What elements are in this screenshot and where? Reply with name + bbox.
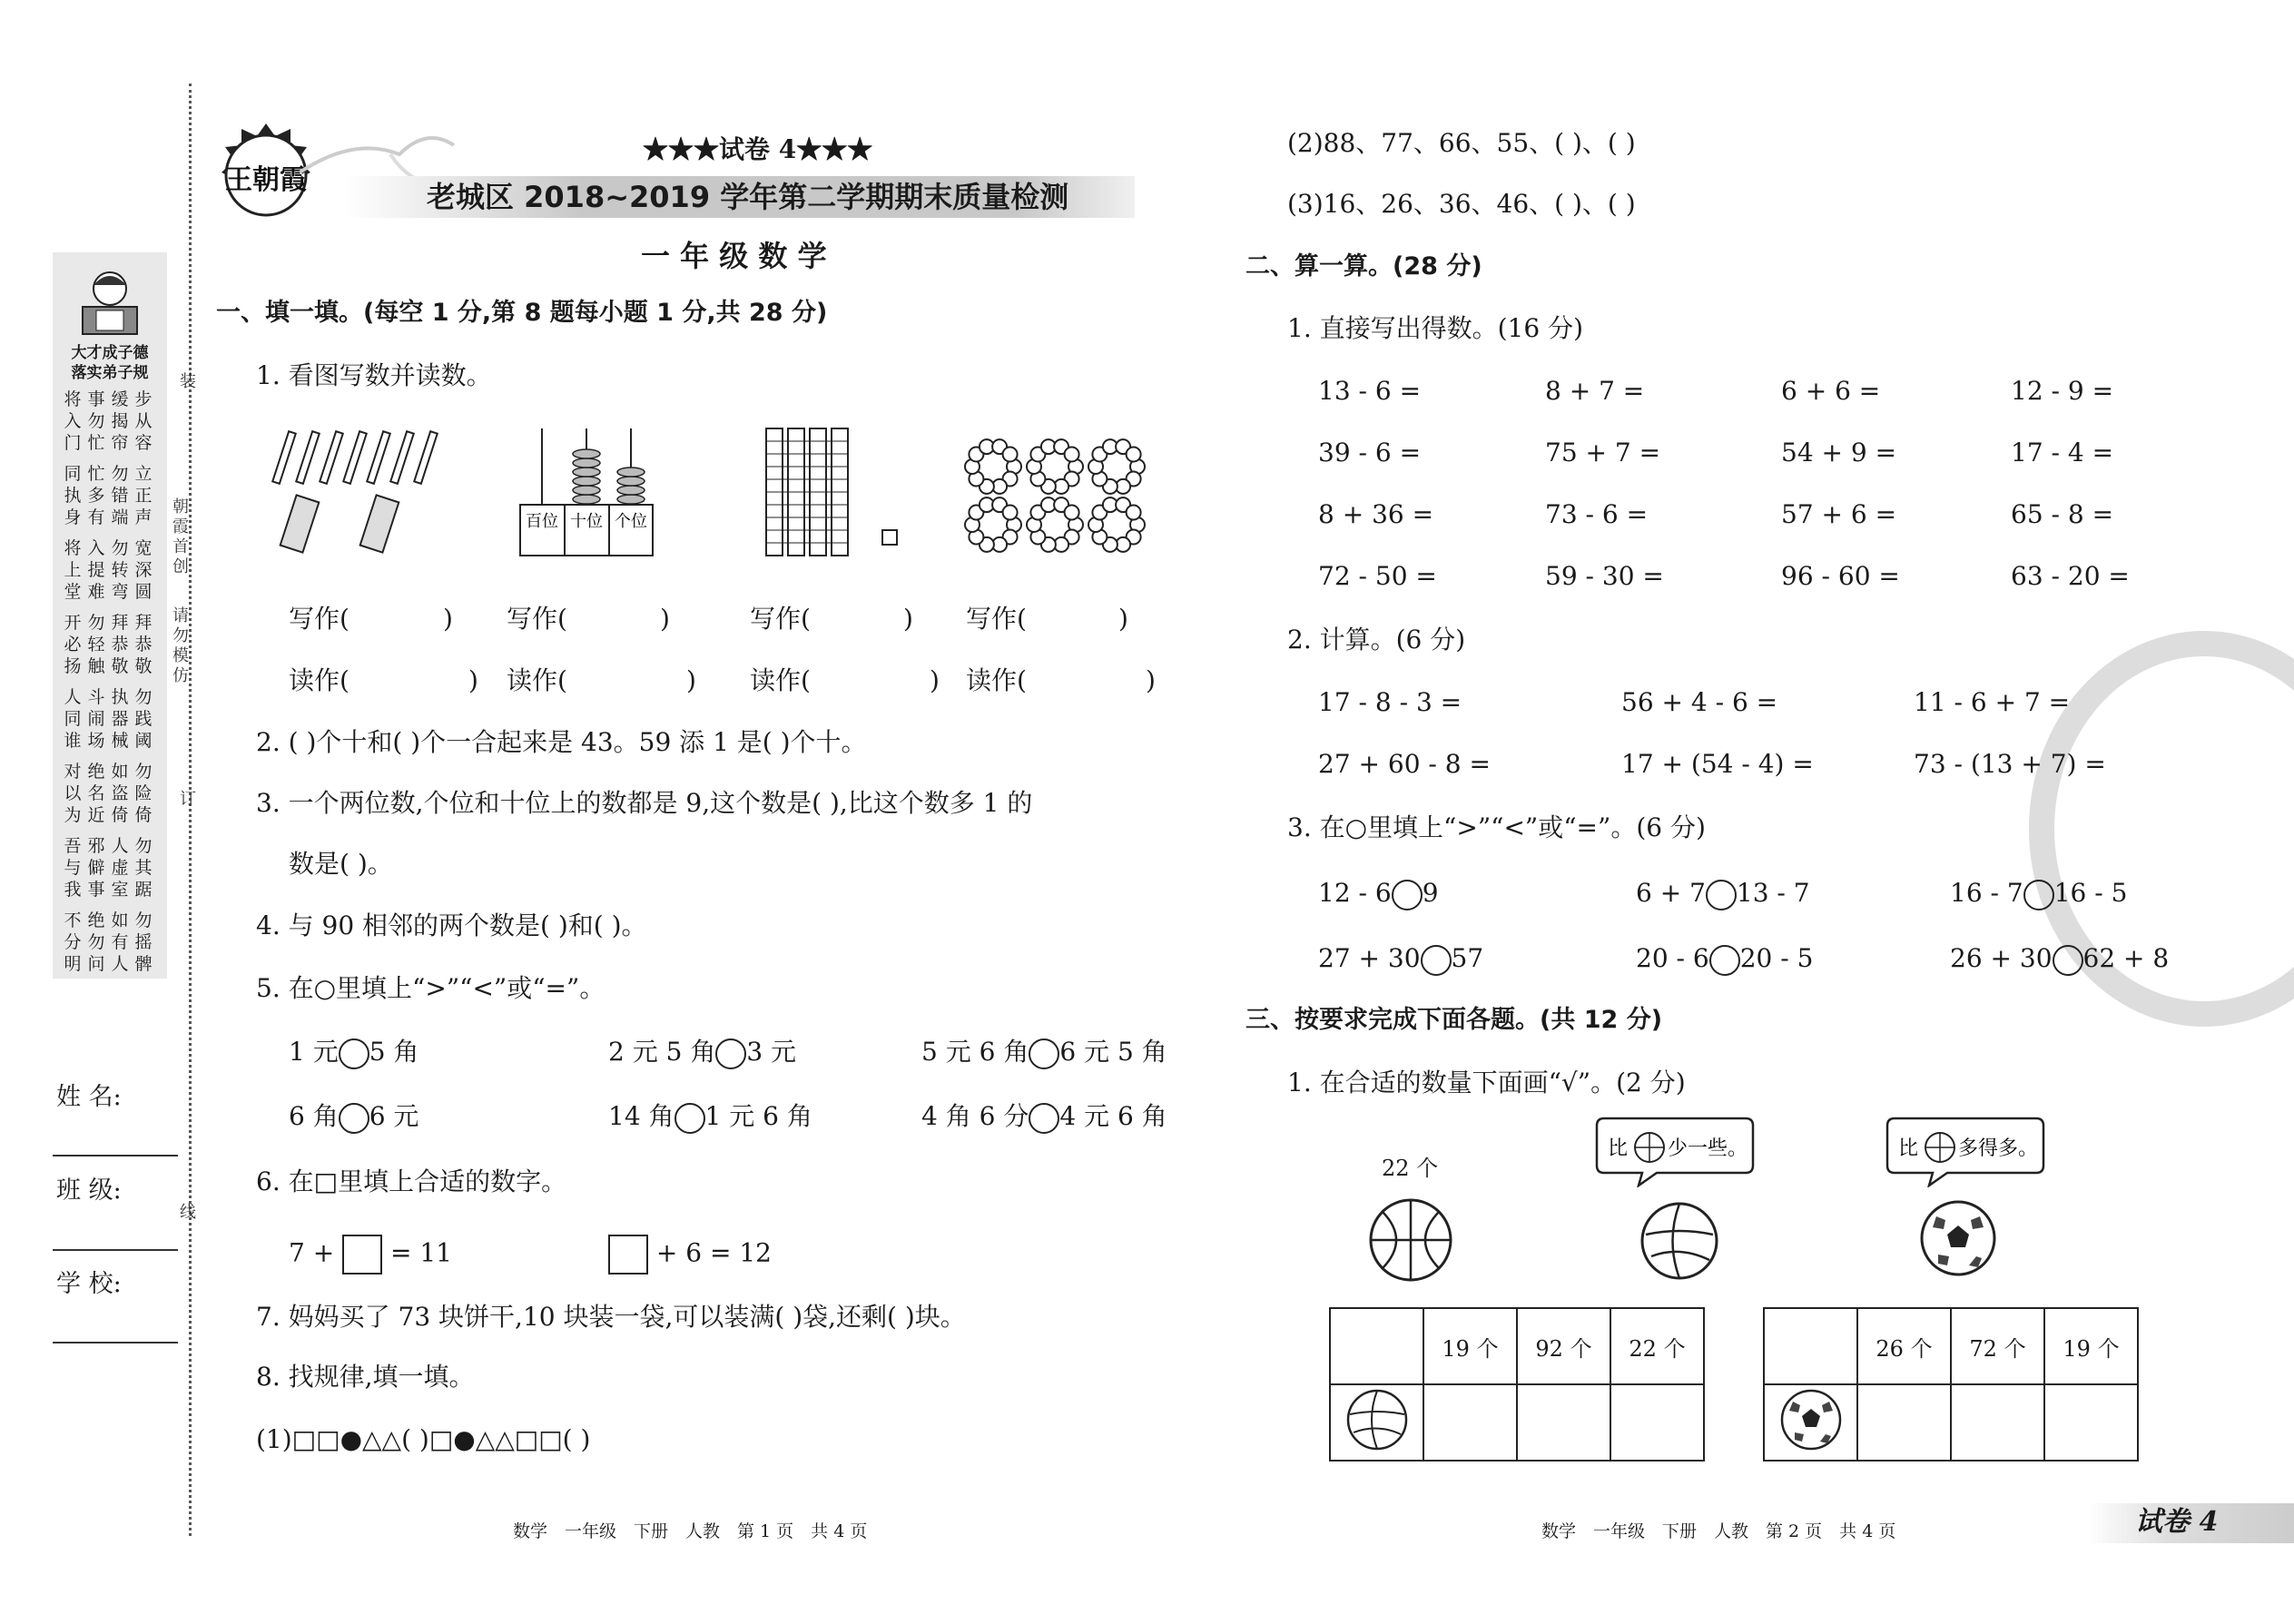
compare-item-3: 5 元 6 角 6 元 5 角 — [921, 1037, 1167, 1069]
ring-bead — [1003, 448, 1018, 462]
calc-item: 59 - 30 = — [1545, 561, 1664, 591]
table1-ball-cell — [1330, 1384, 1423, 1461]
s2-q1-prompt: 1. 直接写出得数。(16 分) — [1287, 313, 1583, 343]
table1-header: 19 个 — [1423, 1308, 1517, 1384]
q5-prompt: 5. 在○里填上“>”“<”或“=”。 — [256, 973, 605, 1003]
calc-item: 96 - 60 = — [1781, 561, 1900, 591]
table1-answer-cell[interactable] — [1517, 1384, 1610, 1461]
s2-compare-4: 27 + 30 57 — [1318, 943, 1483, 976]
write-label-3: 写作( — [750, 604, 811, 634]
footer-right: 数学 一年级 下册 人教 第 2 页 共 4 页 — [1541, 1521, 1896, 1541]
vertical-note-2: 请勿模仿 — [172, 606, 189, 685]
motto-column: 将上堂 — [64, 538, 82, 602]
read-label-2: 读作( — [507, 665, 567, 695]
q7-text: 7. 妈妈买了 73 块饼干,10 块装一袋,可以装满( )袋,还剩( )块。 — [256, 1302, 966, 1332]
motto-column: 人同谁 — [64, 687, 82, 751]
read-close-4: ) — [1146, 665, 1156, 695]
mixed-calc-item: 56 + 4 - 6 = — [1621, 687, 1778, 717]
scholar-illustration — [69, 260, 151, 341]
table2-header: 19 个 — [2044, 1308, 2138, 1384]
basketball-icon — [1367, 1196, 1454, 1284]
soccer-table — [1763, 1307, 2139, 1462]
ring-bead — [1065, 448, 1079, 462]
volleyball-table — [1329, 1307, 1705, 1462]
logo-text: 王朝霞 — [225, 164, 307, 196]
exam-title: 老城区 2018~2019 学年第二学期期末质量检测 — [427, 180, 1069, 214]
compare-circle-4[interactable] — [339, 1103, 369, 1134]
q2-text: 2. ( )个十和( )个一合起来是 43。59 添 1 是( )个十。 — [256, 727, 867, 757]
abacus-label-ones: 个位 — [615, 512, 647, 531]
calc-item: 73 - 6 = — [1545, 499, 1649, 529]
motto-column: 事勿忙 — [87, 389, 105, 453]
s2-compare-circle-1[interactable] — [1392, 880, 1423, 910]
compare-item-6: 4 角 6 分 4 元 6 角 — [921, 1101, 1167, 1134]
table1-header: 22 个 — [1610, 1308, 1704, 1384]
motto-column: 勿摇髀 — [134, 910, 153, 974]
motto-column: 缓揭帘 — [111, 389, 129, 453]
read-close-2: ) — [686, 665, 696, 695]
motto-column: 忙多有 — [87, 464, 105, 527]
motto-column: 人虚室 — [111, 836, 129, 900]
table2-ball-cell — [1764, 1384, 1857, 1461]
box-equation-1: 7 + = 11 — [289, 1235, 452, 1275]
svg-text:比: 比 — [1608, 1137, 1629, 1160]
s2-compare-circle-5[interactable] — [1709, 945, 1740, 976]
abacus-label-tens: 十位 — [570, 512, 603, 531]
volleyball-icon — [1344, 1387, 1410, 1452]
motto-column: 绝勿问 — [87, 910, 105, 974]
motto-top-2: 落实弟子规 — [71, 364, 149, 382]
calc-item: 75 + 7 = — [1545, 438, 1661, 468]
blocks-picture — [763, 425, 908, 561]
mixed-calc-item: 11 - 6 + 7 = — [1914, 687, 2071, 717]
calc-item: 8 + 36 = — [1318, 499, 1434, 529]
read-label-1: 读作( — [289, 665, 350, 695]
name-line[interactable] — [53, 1155, 178, 1156]
motto-column: 将入门 — [64, 389, 82, 453]
compare-item-2: 2 元 5 角 3 元 — [608, 1037, 796, 1069]
motto-top-1: 大才成子德 — [71, 344, 149, 362]
s2-compare-6: 26 + 30 62 + 8 — [1950, 943, 2169, 976]
s2-compare-5: 20 - 6 20 - 5 — [1636, 943, 1813, 976]
mixed-calc-item: 73 - (13 + 7) = — [1914, 749, 2106, 779]
motto-column: 执器械 — [111, 687, 129, 751]
abacus-picture — [513, 425, 658, 561]
motto-column: 步从容 — [134, 389, 153, 453]
s2-q3-prompt: 3. 在○里填上“>”“<”或“=”。(6 分) — [1287, 812, 1706, 842]
write-close-4: ) — [1118, 604, 1128, 634]
motto-column: 如有人 — [111, 910, 129, 974]
q8-2-text: (2)88、77、66、55、( )、( ) — [1287, 128, 1636, 158]
s2-compare-3: 16 - 7 16 - 5 — [1950, 878, 2127, 910]
write-close-3: ) — [903, 604, 913, 634]
footer-left: 数学 一年级 下册 人教 第 1 页 共 4 页 — [513, 1521, 868, 1541]
exam-badge: ★★★试卷 4★★★ — [643, 134, 873, 164]
s2-compare-2: 6 + 7 13 - 7 — [1636, 878, 1810, 910]
q8-3-text: (3)16、26、36、46、( )、( ) — [1287, 189, 1636, 219]
basketball-count: 22 个 — [1382, 1156, 1439, 1181]
compare-circle-6[interactable] — [1029, 1103, 1059, 1134]
circles-picture — [964, 438, 1155, 556]
write-label-1: 写作( — [289, 604, 350, 634]
motto-column: 拜恭敬 — [134, 613, 153, 676]
calc-item: 12 - 9 = — [2011, 376, 2114, 406]
read-label-4: 读作( — [966, 665, 1027, 695]
motto-column: 对以为 — [64, 762, 82, 825]
q6-prompt: 6. 在□里填上合适的数字。 — [256, 1166, 567, 1196]
answer-box-1[interactable] — [342, 1235, 382, 1275]
volleyball-icon — [1639, 1200, 1720, 1282]
motto-column: 斗闹场 — [87, 687, 105, 751]
motto-column: 同执身 — [64, 464, 82, 527]
motto-column: 勿践阈 — [134, 687, 153, 751]
read-label-3: 读作( — [750, 665, 811, 695]
calc-item: 17 - 4 = — [2011, 438, 2114, 468]
s2-compare-circle-3[interactable] — [2023, 880, 2054, 910]
binding-mark-3: 线 — [180, 1203, 196, 1222]
table2-corner — [1764, 1308, 1857, 1384]
s2-compare-circle-6[interactable] — [2053, 945, 2083, 976]
table2-answer-cell[interactable] — [1951, 1384, 2044, 1461]
s2-compare-circle-4[interactable] — [1421, 945, 1452, 976]
table1-answer-cell[interactable] — [1610, 1384, 1704, 1461]
q8-1-text: (1)□□●△△( )□●△△□□( ) — [256, 1424, 591, 1454]
write-close-2: ) — [660, 604, 670, 634]
table2-header: 26 个 — [1857, 1308, 1951, 1384]
q8-prompt: 8. 找规律,填一填。 — [256, 1362, 475, 1392]
section3-title: 三、按要求完成下面各题。(共 12 分) — [1245, 1006, 1663, 1034]
motto-column: 如盗倚 — [111, 762, 129, 825]
motto-column: 宽深圆 — [134, 538, 153, 602]
calc-item: 72 - 50 = — [1318, 561, 1437, 591]
read-close-1: ) — [468, 665, 478, 695]
class-line[interactable] — [53, 1249, 178, 1251]
compare-item-1: 1 元 5 角 — [289, 1037, 418, 1069]
school-label: 学 校: — [56, 1270, 122, 1298]
table1-header: 92 个 — [1517, 1308, 1610, 1384]
sticks-picture — [268, 427, 449, 558]
s2-q2-prompt: 2. 计算。(6 分) — [1287, 625, 1466, 655]
table1-answer-cell[interactable] — [1423, 1384, 1517, 1461]
mixed-calc-item: 27 + 60 - 8 = — [1318, 749, 1491, 779]
school-line[interactable] — [53, 1342, 178, 1343]
vertical-note-1: 朝霞首创 — [172, 497, 189, 576]
calc-item: 54 + 9 = — [1781, 438, 1897, 468]
s3-q1-prompt: 1. 在合适的数量下面画“√”。(2 分) — [1287, 1068, 1686, 1097]
binding-mark-1: 装 — [180, 372, 196, 391]
compare-item-4: 6 角 6 元 — [289, 1101, 418, 1134]
motto-column: 吾与我 — [64, 836, 82, 900]
calc-item: 6 + 6 = — [1781, 376, 1881, 406]
motto-column: 不分明 — [64, 910, 82, 974]
class-label: 班 级: — [56, 1176, 122, 1205]
footer-tag: 试卷 4 — [2135, 1506, 2219, 1538]
motto-column: 绝名近 — [87, 762, 105, 825]
motto-column: 开必扬 — [64, 613, 82, 676]
mixed-calc-item: 17 - 8 - 3 = — [1318, 687, 1462, 717]
q1-prompt: 1. 看图写数并读数。 — [256, 360, 492, 390]
ring-bead — [1065, 506, 1079, 520]
compare-circle-2[interactable] — [715, 1038, 746, 1069]
answer-box-2[interactable] — [608, 1235, 648, 1275]
motto-column: 拜恭敬 — [111, 613, 129, 676]
ring-bead — [1127, 448, 1141, 462]
soccer-ball-icon — [1778, 1387, 1844, 1452]
calc-item: 65 - 8 = — [2011, 499, 2114, 529]
calc-item: 39 - 6 = — [1318, 438, 1422, 468]
binding-mark-2: 订 — [180, 790, 196, 809]
write-label-4: 写作( — [966, 604, 1027, 634]
name-label: 姓 名: — [56, 1083, 122, 1111]
read-close-3: ) — [930, 665, 940, 695]
calc-item: 8 + 7 = — [1545, 376, 1645, 406]
calc-item: 63 - 20 = — [2011, 561, 2130, 591]
mixed-calc-item: 17 + (54 - 4) = — [1621, 749, 1814, 779]
s2-compare-1: 12 - 6 9 — [1318, 878, 1439, 910]
motto-panel — [53, 252, 167, 979]
svg-text:比: 比 — [1898, 1137, 1919, 1160]
motto-column: 勿险倚 — [134, 762, 153, 825]
speech-bubble-1 — [1593, 1115, 1757, 1187]
compare-circle-5[interactable] — [674, 1103, 705, 1134]
motto-column: 勿转弯 — [111, 538, 129, 602]
q3-text-b: 数是( )。 — [289, 849, 393, 879]
table2-answer-cell[interactable] — [2044, 1384, 2138, 1461]
compare-circle-3[interactable] — [1029, 1038, 1059, 1069]
table2-answer-cell[interactable] — [1857, 1384, 1951, 1461]
ring-bead — [1127, 506, 1141, 520]
motto-column: 立正声 — [134, 464, 153, 527]
motto-column: 邪僻事 — [87, 836, 105, 900]
calc-item: 57 + 6 = — [1781, 499, 1897, 529]
table1-corner — [1330, 1308, 1423, 1384]
q4-text: 4. 与 90 相邻的两个数是( )和( )。 — [256, 910, 647, 940]
motto-column: 勿错端 — [111, 464, 129, 527]
motto-column: 勿轻触 — [87, 613, 105, 676]
ring-bead — [1003, 506, 1018, 520]
table2-header: 72 个 — [1951, 1308, 2044, 1384]
motto-column: 入提难 — [87, 538, 105, 602]
abacus-label-hundreds: 百位 — [526, 512, 558, 531]
compare-item-5: 14 角 1 元 6 角 — [608, 1101, 812, 1134]
write-close-1: ) — [443, 604, 453, 634]
compare-circle-1[interactable] — [339, 1038, 369, 1069]
speech-bubble-2 — [1884, 1115, 2047, 1187]
svg-text:少一些。: 少一些。 — [1668, 1137, 1748, 1160]
svg-text:多得多。: 多得多。 — [1958, 1137, 2039, 1160]
section2-title: 二、算一算。(28 分) — [1245, 252, 1482, 281]
motto-column: 勿其踞 — [134, 836, 153, 900]
section1-title: 一、填一填。(每空 1 分,第 8 题每小题 1 分,共 28 分) — [216, 299, 828, 327]
soccer-ball-icon — [1918, 1198, 1998, 1278]
motto-grid — [64, 389, 163, 974]
subject-title: 一 年 级 数 学 — [641, 239, 827, 273]
q3-text-a: 3. 一个两位数,个位和十位上的数都是 9,这个数是( ),比这个数多 1 的 — [256, 788, 1033, 818]
calc-item: 13 - 6 = — [1318, 376, 1422, 406]
write-label-2: 写作( — [507, 604, 567, 634]
s2-compare-circle-2[interactable] — [1706, 880, 1737, 910]
binding-dotted-line — [189, 84, 192, 1536]
box-equation-2: + 6 = 12 — [608, 1235, 772, 1275]
